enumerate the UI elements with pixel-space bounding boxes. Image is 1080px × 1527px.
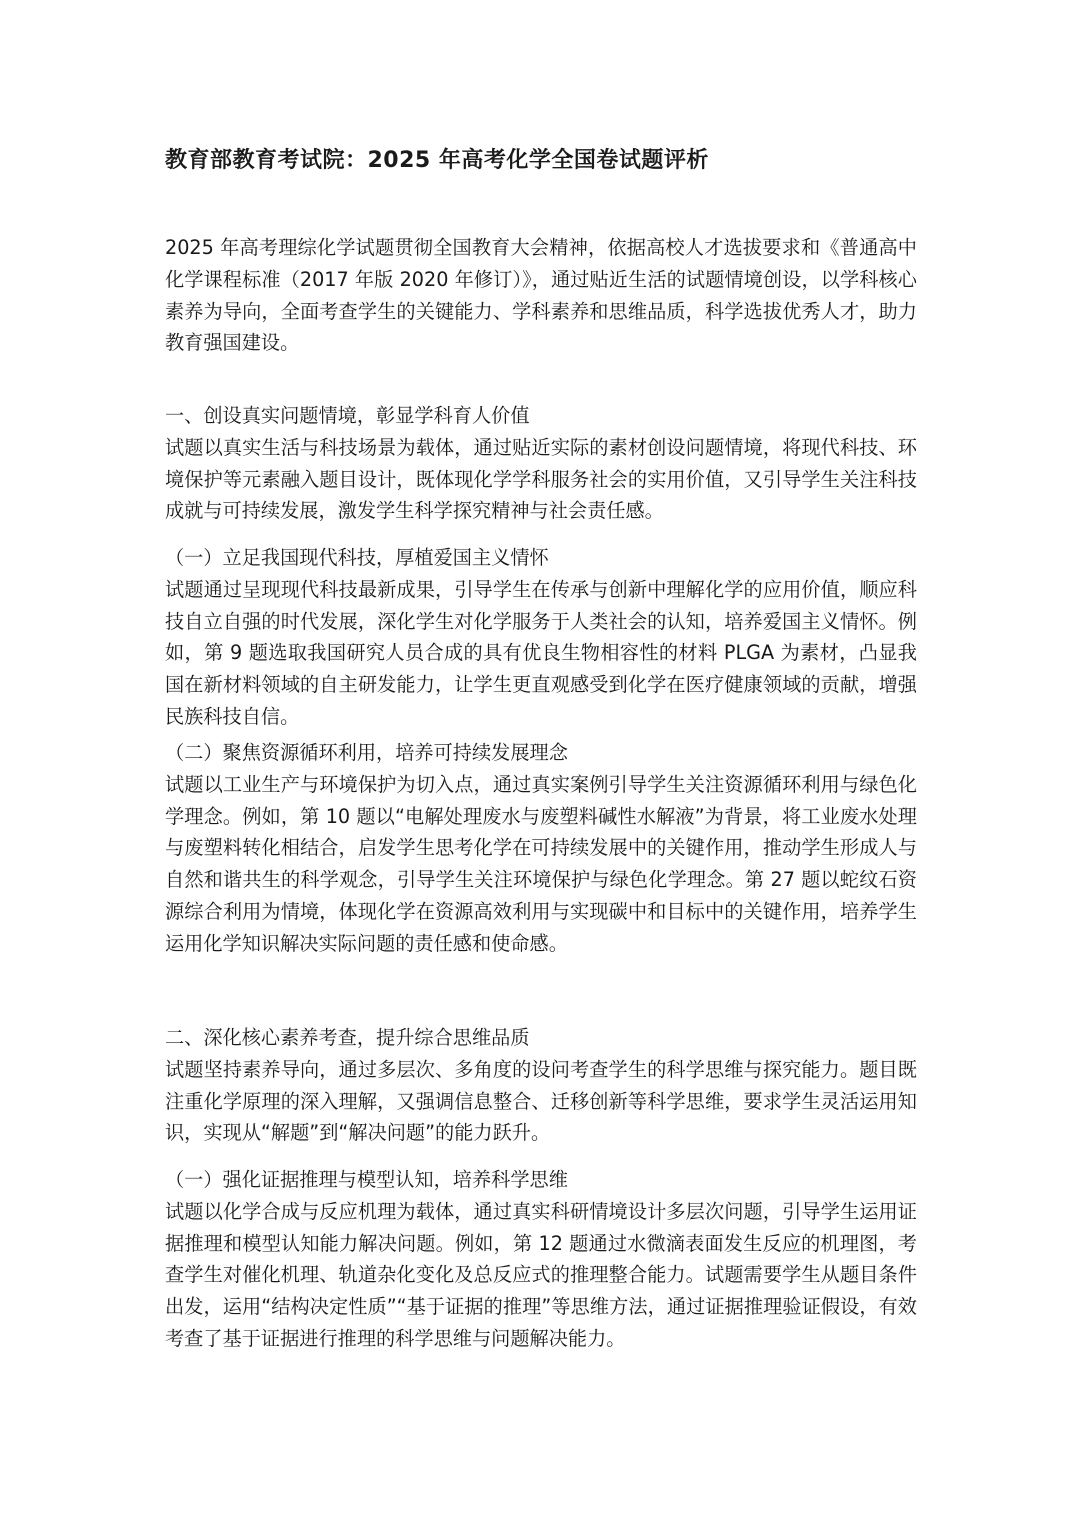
section-2-body: 试题坚持素养导向，通过多层次、多角度的设问考查学生的科学思维与探究能力。题目既注重化学原理的深入理解，又强调信息整合、迁移创新等科学思维，要求学生灵活运用知识，实现从“解题”到“解决问题”的能力跃升。 xyxy=(165,1057,917,1145)
section-2 xyxy=(165,1022,917,1149)
section-2-sub-1-heading: （一）强化证据推理与模型认知，培养科学思维 xyxy=(165,1168,568,1191)
section-1 xyxy=(165,400,917,527)
section-1-sub-1 xyxy=(165,542,917,733)
section-2-heading: 二、深化核心素养考查，提升综合思维品质 xyxy=(165,1026,530,1049)
section-1-sub-2-heading: （二）聚焦资源循环利用，培养可持续发展理念 xyxy=(165,741,568,764)
page-title: 教育部教育考试院：2025 年高考化学全国卷试题评析 xyxy=(165,148,709,173)
section-1-body: 试题以真实生活与科技场景为载体，通过贴近实际的素材创设问题情境，将现代科技、环境保护等元素融入题目设计，既体现化学学科服务社会的实用价值，又引导学生关注科技成就与可持续发展，激发学生科学探究精神与社会责任感。 xyxy=(165,435,917,523)
section-1-sub-1-body: 试题通过呈现现代科技最新成果，引导学生在传承与创新中理解化学的应用价值，顺应科技自立自强的时代发展，深化学生对化学服务于人类社会的认知，培养爱国主义情怀。例如，第 9 题选取我国研究人员合成的具有优良生物相容性的材料 PLGA 为素材，凸显我国在新材料领域的自主研发能力，让学生更直观感受到化学在医疗健康领域的贡献，增强民族科技自信。 xyxy=(165,577,917,728)
section-1-sub-2 xyxy=(165,737,917,960)
section-1-sub-1-heading: （一）立足我国现代科技，厚植爱国主义情怀 xyxy=(165,546,549,569)
section-2-sub-1-body: 试题以化学合成与反应机理为载体，通过真实科研情境设计多层次问题，引导学生运用证据推理和模型认知能力解决问题。例如，第 12 题通过水微滴表面发生反应的机理图，考查学生对催化机理、轨道杂化变化及总反应式的推理整合能力。试题需要学生从题目条件出发，运用“结构决定性质”“基于证据的推理”等思维方法，通过证据推理验证假设，有效考查了基于证据进行推理的科学思维与问题解决能力。 xyxy=(165,1199,917,1350)
section-1-heading: 一、创设真实问题情境，彰显学科育人价值 xyxy=(165,404,530,427)
intro-paragraph: 2025 年高考理综化学试题贯彻全国教育大会精神，依据高校人才选拔要求和《普通高中化学课程标准（2017 年版 2020 年修订）》，通过贴近生活的试题情境创设，以学科核心素养为导向，全面考查学生的关键能力、学科素养和思维品质，科学选拔优秀人才，助力教育强国建设。 xyxy=(165,236,917,355)
section-2-sub-1 xyxy=(165,1164,917,1355)
section-1-sub-2-body: 试题以工业生产与环境保护为切入点，通过真实案例引导学生关注资源循环利用与绿色化学理念。例如，第 10 题以“电解处理废水与废塑料碱性水解液”为背景，将工业废水处理与废塑料转化相结合，启发学生思考化学在可持续发展中的关键作用，推动学生形成人与自然和谐共生的科学观念，引导学生关注环境保护与绿色化学理念。第 27 题以蛇纹石资源综合利用为情境，体现化学在资源高效利用与实现碳中和目标中的关键作用，培养学生运用化学知识解决实际问题的责任感和使命感。 xyxy=(165,772,917,955)
